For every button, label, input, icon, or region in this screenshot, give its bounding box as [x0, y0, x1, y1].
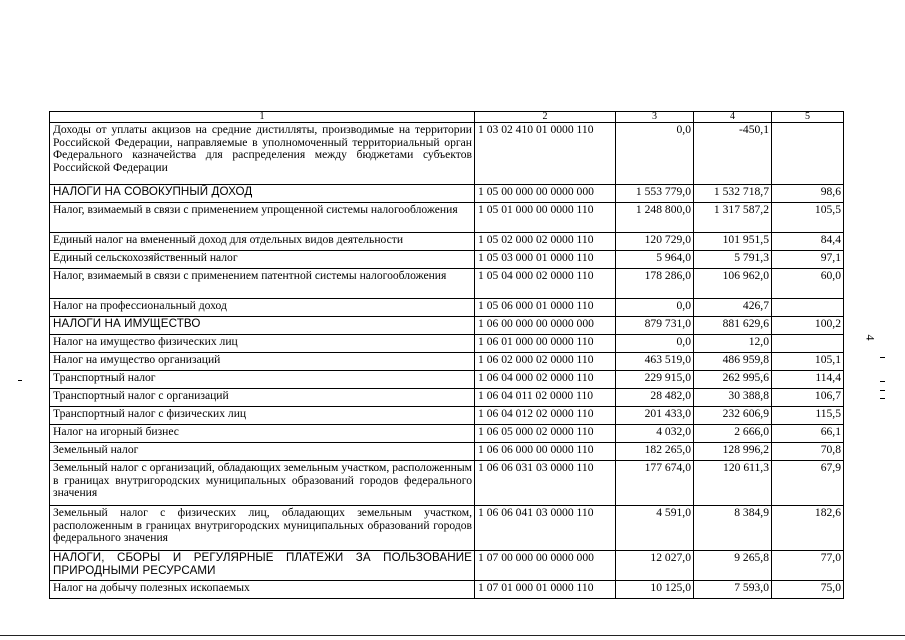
row-name-cell: Налог на игорный бизнес: [50, 425, 475, 443]
margin-mark: [880, 357, 885, 358]
row-actual-cell: 12,0: [694, 335, 772, 353]
row-percent-cell: 97,1: [772, 251, 844, 269]
row-name-cell: Транспортный налог с организаций: [50, 389, 475, 407]
row-plan-cell: 1 553 779,0: [616, 185, 694, 203]
row-plan-cell: 0,0: [616, 123, 694, 185]
table-row: [50, 335, 844, 353]
row-name-cell: Налог на добычу полезных ископаемых: [50, 581, 475, 599]
row-percent-cell: [772, 335, 844, 353]
row-code-cell: 1 05 01 000 00 0000 110: [475, 203, 616, 233]
row-plan-cell: 1 248 800,0: [616, 203, 694, 233]
row-name-cell: Транспортный налог с физических лиц: [50, 407, 475, 425]
row-percent-cell: 106,7: [772, 389, 844, 407]
row-code-cell: 1 06 01 000 00 0000 110: [475, 335, 616, 353]
row-actual-cell: 120 611,3: [694, 461, 772, 506]
row-code-cell: 1 06 06 041 03 0000 110: [475, 506, 616, 551]
row-code-cell: 1 06 05 000 02 0000 110: [475, 425, 616, 443]
table-row: [50, 506, 844, 551]
row-plan-cell: 201 433,0: [616, 407, 694, 425]
column-header-3: 3: [616, 112, 694, 123]
margin-mark: [880, 381, 885, 382]
row-code-cell: 1 06 04 011 02 0000 110: [475, 389, 616, 407]
row-actual-cell: 9 265,8: [694, 551, 772, 581]
row-plan-cell: 463 519,0: [616, 353, 694, 371]
row-name-cell: Земельный налог с физических лиц, обладающих земельным участком, расположенным в границах внутригородских муниципальных образований городов федерального значения: [50, 506, 475, 551]
row-code-cell: 1 06 04 012 02 0000 110: [475, 407, 616, 425]
row-code-cell: 1 06 06 000 00 0000 110: [475, 443, 616, 461]
row-name-cell: НАЛОГИ НА ИМУЩЕСТВО: [50, 317, 475, 335]
row-percent-cell: 75,0: [772, 581, 844, 599]
row-percent-cell: 100,2: [772, 317, 844, 335]
column-header-5: 5: [772, 112, 844, 123]
row-actual-cell: 881 629,6: [694, 317, 772, 335]
row-plan-cell: 177 674,0: [616, 461, 694, 506]
row-actual-cell: 128 996,2: [694, 443, 772, 461]
row-percent-cell: 77,0: [772, 551, 844, 581]
row-actual-cell: 1 532 718,7: [694, 185, 772, 203]
row-plan-cell: 229 915,0: [616, 371, 694, 389]
table-group-row: [50, 185, 844, 203]
row-name-cell: Единый сельскохозяйственный налог: [50, 251, 475, 269]
table-row: [50, 353, 844, 371]
row-percent-cell: 70,8: [772, 443, 844, 461]
row-plan-cell: 182 265,0: [616, 443, 694, 461]
row-actual-cell: -450,1: [694, 123, 772, 185]
table-row: [50, 371, 844, 389]
table-row: [50, 425, 844, 443]
row-actual-cell: 262 995,6: [694, 371, 772, 389]
row-name-cell: Доходы от уплаты акцизов на средние дистилляты, производимые на территории Российской Федерации, направляемые в уполномоченный территориальный орган Федерального казначейства для распределения между бюджетами субъектов Российской Федерации: [50, 123, 475, 185]
row-actual-cell: 426,7: [694, 299, 772, 317]
row-code-cell: 1 05 06 000 01 0000 110: [475, 299, 616, 317]
row-actual-cell: 486 959,8: [694, 353, 772, 371]
row-plan-cell: 0,0: [616, 335, 694, 353]
row-percent-cell: 84,4: [772, 233, 844, 251]
row-code-cell: 1 05 04 000 02 0000 110: [475, 269, 616, 299]
row-percent-cell: [772, 299, 844, 317]
column-header-4: 4: [694, 112, 772, 123]
row-actual-cell: 8 384,9: [694, 506, 772, 551]
row-code-cell: 1 05 00 000 00 0000 000: [475, 185, 616, 203]
table-row: [50, 461, 844, 506]
row-plan-cell: 12 027,0: [616, 551, 694, 581]
row-code-cell: 1 06 00 000 00 0000 000: [475, 317, 616, 335]
row-actual-cell: 232 606,9: [694, 407, 772, 425]
row-name-cell: Налог, взимаемый в связи с применением патентной системы налогообложения: [50, 269, 475, 299]
row-plan-cell: 120 729,0: [616, 233, 694, 251]
table-group-row: [50, 317, 844, 335]
row-percent-cell: 60,0: [772, 269, 844, 299]
row-actual-cell: 106 962,0: [694, 269, 772, 299]
row-plan-cell: 879 731,0: [616, 317, 694, 335]
table-row: [50, 251, 844, 269]
table-row: [50, 269, 844, 299]
row-actual-cell: 7 593,0: [694, 581, 772, 599]
column-header-1: 1: [50, 112, 475, 123]
margin-mark: [880, 398, 885, 399]
row-plan-cell: 178 286,0: [616, 269, 694, 299]
row-name-cell: Транспортный налог: [50, 371, 475, 389]
row-name-cell: НАЛОГИ, СБОРЫ И РЕГУЛЯРНЫЕ ПЛАТЕЖИ ЗА ПОЛЬЗОВАНИЕ ПРИРОДНЫМИ РЕСУРСАМИ: [50, 551, 475, 581]
margin-mark: [18, 380, 22, 381]
row-code-cell: 1 06 02 000 02 0000 110: [475, 353, 616, 371]
table-row: [50, 203, 844, 233]
page-number: 4: [863, 334, 878, 341]
row-percent-cell: 105,5: [772, 203, 844, 233]
row-name-cell: Налог на профессиональный доход: [50, 299, 475, 317]
column-header-2: 2: [475, 112, 616, 123]
table-row: [50, 389, 844, 407]
table-row: [50, 581, 844, 599]
row-code-cell: 1 05 02 000 02 0000 110: [475, 233, 616, 251]
row-plan-cell: 28 482,0: [616, 389, 694, 407]
row-code-cell: 1 05 03 000 01 0000 110: [475, 251, 616, 269]
row-code-cell: 1 03 02 410 01 0000 110: [475, 123, 616, 185]
row-name-cell: Единый налог на вмененный доход для отдельных видов деятельности: [50, 233, 475, 251]
row-actual-cell: 2 666,0: [694, 425, 772, 443]
row-name-cell: НАЛОГИ НА СОВОКУПНЫЙ ДОХОД: [50, 185, 475, 203]
row-code-cell: 1 07 01 000 01 0000 110: [475, 581, 616, 599]
row-percent-cell: 115,5: [772, 407, 844, 425]
budget-revenue-table: [49, 111, 844, 599]
table-group-row: [50, 551, 844, 581]
row-actual-cell: 101 951,5: [694, 233, 772, 251]
row-percent-cell: 66,1: [772, 425, 844, 443]
row-name-cell: Налог на имущество физических лиц: [50, 335, 475, 353]
table-row: [50, 299, 844, 317]
row-percent-cell: [772, 123, 844, 185]
row-name-cell: Налог, взимаемый в связи с применением упрощенной системы налогообложения: [50, 203, 475, 233]
row-code-cell: 1 07 00 000 00 0000 000: [475, 551, 616, 581]
row-actual-cell: 30 388,8: [694, 389, 772, 407]
row-percent-cell: 105,1: [772, 353, 844, 371]
table-row: [50, 407, 844, 425]
row-code-cell: 1 06 06 031 03 0000 110: [475, 461, 616, 506]
margin-mark: [880, 390, 885, 391]
row-percent-cell: 67,9: [772, 461, 844, 506]
row-plan-cell: 5 964,0: [616, 251, 694, 269]
row-plan-cell: 0,0: [616, 299, 694, 317]
row-name-cell: Земельный налог: [50, 443, 475, 461]
row-plan-cell: 10 125,0: [616, 581, 694, 599]
row-name-cell: Налог на имущество организаций: [50, 353, 475, 371]
row-actual-cell: 5 791,3: [694, 251, 772, 269]
row-percent-cell: 98,6: [772, 185, 844, 203]
row-name-cell: Земельный налог с организаций, обладающих земельным участком, расположенным в границах внутригородских муниципальных образований городов федерального значения: [50, 461, 475, 506]
row-plan-cell: 4 032,0: [616, 425, 694, 443]
row-actual-cell: 1 317 587,2: [694, 203, 772, 233]
row-percent-cell: 114,4: [772, 371, 844, 389]
table-header-row: [50, 112, 844, 123]
row-percent-cell: 182,6: [772, 506, 844, 551]
table-row: [50, 233, 844, 251]
table-row: [50, 123, 844, 185]
row-plan-cell: 4 591,0: [616, 506, 694, 551]
row-code-cell: 1 06 04 000 02 0000 110: [475, 371, 616, 389]
scan-edge-line: [0, 635, 905, 636]
table-row: [50, 443, 844, 461]
